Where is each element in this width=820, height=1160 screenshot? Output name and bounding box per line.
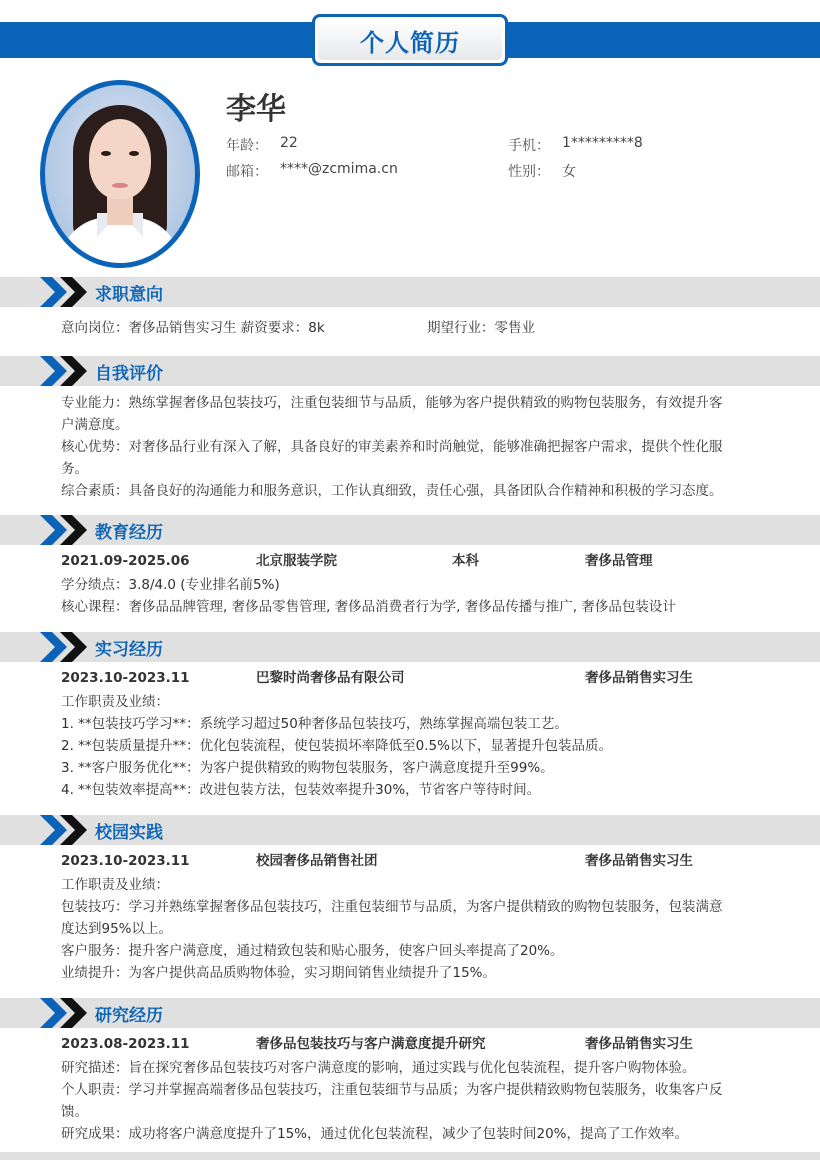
- education-school: 北京服装学院: [256, 553, 337, 569]
- campus-line: 业绩提升：为客户提供高品质购物体验，实习期间销售业绩提升了15%。: [61, 965, 497, 981]
- section-research: [0, 998, 820, 1028]
- title-box: [312, 14, 508, 66]
- avatar-photo: [45, 85, 195, 263]
- research-role: 奢侈品销售实习生: [585, 1036, 693, 1052]
- research-row: [61, 1033, 773, 1055]
- section-internship: [0, 632, 820, 662]
- bottom-strip: [0, 1152, 820, 1160]
- phone-value: 1*********8: [562, 135, 643, 151]
- internship-line: 1. **包装技巧学习**：系统学习超过50种奢侈品包装技巧，熟练掌握高端包装工艺。: [61, 716, 568, 732]
- campus-row: [61, 850, 773, 872]
- section-self-evaluation: [0, 356, 820, 386]
- education-line: 核心课程：奢侈品品牌管理, 奢侈品零售管理, 奢侈品消费者行为学, 奢侈品传播与推广, 奢侈品包装设计: [61, 599, 676, 615]
- self-line: 务。: [61, 461, 88, 477]
- intent-position: 意向岗位：奢侈品销售实习生 薪资要求：8k: [61, 320, 325, 336]
- campus-role: 奢侈品销售实习生: [585, 853, 693, 869]
- email-info: [226, 161, 398, 181]
- intent-industry: 期望行业：零售业: [427, 320, 535, 336]
- section-campus: [0, 815, 820, 845]
- internship-company: 巴黎时尚奢侈品有限公司: [256, 670, 405, 686]
- research-project: 奢侈品包装技巧与客户满意度提升研究: [256, 1036, 486, 1052]
- research-line: 研究成果：成功将客户满意度提升了15%，通过优化包装流程，减少了包装时间20%，提高了工作效率。: [61, 1126, 689, 1142]
- section-title: 自我评价: [95, 364, 163, 384]
- section-title: 研究经历: [95, 1006, 163, 1026]
- age-label: 年龄：: [226, 138, 268, 154]
- internship-line: 3. **客户服务优化**：为客户提供精致的购物包装服务，客户满意度提升至99%。: [61, 760, 554, 776]
- gender-label: 性别：: [508, 164, 550, 180]
- campus-line: 工作职责及业绩：: [61, 877, 169, 893]
- self-line: 综合素质：具备良好的沟通能力和服务意识，工作认真细致，责任心强，具备团队合作精神和积极的学习态度。: [61, 483, 723, 499]
- avatar: [40, 80, 200, 268]
- section-education: [0, 515, 820, 545]
- section-title: 教育经历: [95, 523, 163, 543]
- research-line: 个人职责：学习并掌握高端奢侈品包装技巧，注重包装细节与品质；为客户提供精致购物包装服务，收集客户反: [61, 1082, 723, 1098]
- internship-line: 工作职责及业绩：: [61, 694, 169, 710]
- self-line: 核心优势：对奢侈品行业有深入了解，具备良好的审美素养和时尚触觉，能够准确把握客户需求，提供个性化服: [61, 439, 723, 455]
- section-title: 校园实践: [95, 823, 163, 843]
- research-line: 研究描述：旨在探究奢侈品包装技巧对客户满意度的影响，通过实践与优化包装流程，提升客户购物体验。: [61, 1060, 696, 1076]
- campus-org: 校园奢侈品销售社团: [256, 853, 378, 869]
- campus-line: 包装技巧：学习并熟练掌握奢侈品包装技巧，注重包装细节与品质，为客户提供精致的购物包装服务，包装满意: [61, 899, 723, 915]
- section-job-intent: [0, 277, 820, 307]
- education-date: 2021.09-2025.06: [61, 553, 190, 569]
- self-line: 专业能力：熟练掌握奢侈品包装技巧，注重包装细节与品质，能够为客户提供精致的购物包装服务，有效提升客: [61, 395, 723, 411]
- page-title: 个人简历: [318, 20, 502, 60]
- campus-line: 客户服务：提升客户满意度，通过精致包装和贴心服务，使客户回头率提高了20%。: [61, 943, 564, 959]
- education-major: 奢侈品管理: [585, 553, 653, 569]
- self-line: 户满意度。: [61, 417, 129, 433]
- campus-date: 2023.10-2023.11: [61, 853, 190, 869]
- phone-info: [508, 135, 643, 155]
- education-degree: 本科: [452, 553, 479, 569]
- email-value: ****@zcmima.cn: [280, 161, 398, 177]
- internship-line: 4. **包装效率提高**：改进包装方法，包装效率提升30%，节省客户等待时间。: [61, 782, 541, 798]
- section-title: 求职意向: [95, 285, 163, 305]
- campus-line: 度达到95%以上。: [61, 921, 173, 937]
- internship-row: [61, 667, 773, 689]
- education-row: [61, 550, 773, 572]
- age-info: [226, 135, 298, 155]
- gender-info: [508, 161, 576, 181]
- internship-date: 2023.10-2023.11: [61, 670, 190, 686]
- gender-value: 女: [562, 164, 576, 180]
- email-label: 邮箱：: [226, 164, 268, 180]
- education-line: 学分绩点：3.8/4.0 (专业排名前5%): [61, 577, 280, 593]
- research-line: 馈。: [61, 1104, 88, 1120]
- candidate-name: 李华: [226, 92, 286, 127]
- research-date: 2023.08-2023.11: [61, 1036, 190, 1052]
- phone-label: 手机：: [508, 138, 550, 154]
- internship-line: 2. **包装质量提升**：优化包装流程，使包装损坏率降低至0.5%以下，显著提升包装品质。: [61, 738, 612, 754]
- internship-role: 奢侈品销售实习生: [585, 670, 693, 686]
- section-title: 实习经历: [95, 640, 163, 660]
- age-value: 22: [280, 135, 298, 151]
